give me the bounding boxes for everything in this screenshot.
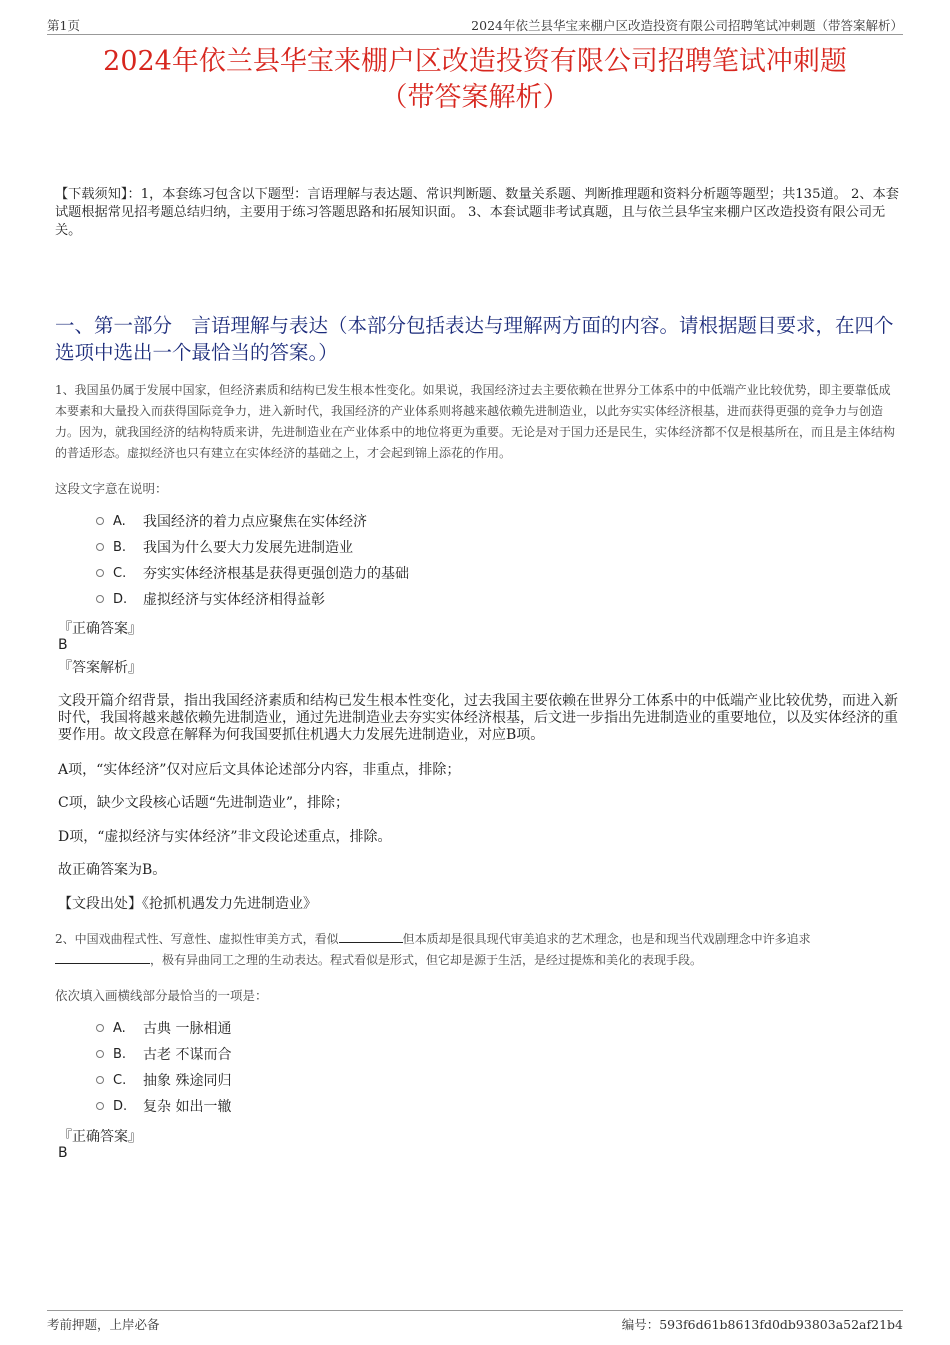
answer-label: 『正确答案』 xyxy=(58,621,142,637)
question-2-options xyxy=(96,1015,231,1119)
option-a[interactable]: A. 古典 一脉相通 xyxy=(96,1015,231,1041)
analysis-paragraph: 文段开篇介绍背景，指出我国经济素质和结构已发生根本性变化，过去我国主要依赖在世界分工体系中的中低端产业比较优势，而进入新时代，我国将越来越依赖先进制造业，通过先进制造业去夯实实体经济根基，后文进一步指出先进制造业的重要地位，以及实体经济的重要作用。故文段意在解释为何我国要抓住机遇大力发展先进制造业，对应B项。 xyxy=(58,693,898,743)
section-heading: 一、第一部分 言语理解与表达（本部分包括表达与理解两方面的内容。请根据题目要求，在四个选项中选出一个最恰当的答案。） xyxy=(55,314,894,364)
question-1-prompt: 这段文字意在说明： xyxy=(55,481,168,496)
question-1-options xyxy=(96,508,409,612)
download-notice: 【下载须知】：1，本套练习包含以下题型：言语理解与表达题、常识判断题、数量关系题、判断推理题和资料分析题等题型；共135道。 2、本套试题根据常见招考题总结归纳，主要用于练习答题思路和拓展知识面。 3、本套试题非考试真题，且与依兰县华宝来棚户区改造投资有限公司无关。 xyxy=(55,187,899,238)
radio-icon[interactable] xyxy=(96,569,104,577)
analysis-option-c: C项，缺少文段核心话题“先进制造业”，排除； xyxy=(58,795,350,811)
option-c[interactable]: C. 夯实实体经济根基是获得更强创造力的基础 xyxy=(96,560,409,586)
option-b[interactable]: B. 古老 不谋而合 xyxy=(96,1041,231,1067)
page-number: 第1页 xyxy=(47,18,80,33)
radio-icon[interactable] xyxy=(96,517,104,525)
document-title xyxy=(40,44,910,116)
radio-icon[interactable] xyxy=(96,1024,104,1032)
footer-motto: 考前押题，上岸必备 xyxy=(47,1317,160,1332)
option-c[interactable]: C. 抽象 殊途同归 xyxy=(96,1067,231,1093)
analysis-option-a: A项，“实体经济”仅对应后文具体论述部分内容，非重点，排除； xyxy=(58,762,461,778)
question-2-prompt: 依次填入画横线部分最恰当的一项是： xyxy=(55,988,268,1003)
radio-icon[interactable] xyxy=(96,1050,104,1058)
option-b[interactable]: B. 我国为什么要大力发展先进制造业 xyxy=(96,534,409,560)
title-line-2: （带答案解析） xyxy=(380,82,570,113)
fill-blank-2[interactable] xyxy=(55,951,150,964)
answer-value: B xyxy=(58,1145,68,1161)
option-d[interactable]: D. 复杂 如出一辙 xyxy=(96,1093,231,1119)
option-a[interactable]: A. 我国经济的着力点应聚焦在实体经济 xyxy=(96,508,409,534)
analysis-label: 『答案解析』 xyxy=(58,660,142,676)
question-2-stem: 2、中国戏曲程式性、写意性、虚拟性审美方式，看似 但本质却是很具现代审美追求的艺术理念，也是和现当代戏剧理念中许多追求 ，极有异曲同工之理的生动表达。程式看似是形式，但它却是源于生活，是经过提炼和美化的表现手段。 xyxy=(55,932,811,967)
running-title: 2024年依兰县华宝来棚户区改造投资有限公司招聘笔试冲刺题（带答案解析） xyxy=(471,18,903,33)
radio-icon[interactable] xyxy=(96,1076,104,1084)
fill-blank-1[interactable] xyxy=(339,930,403,943)
title-line-1: 2024年依兰县华宝来棚户区改造投资有限公司招聘笔试冲刺题 xyxy=(103,46,847,77)
radio-icon[interactable] xyxy=(96,595,104,603)
option-d[interactable]: D. 虚拟经济与实体经济相得益彰 xyxy=(96,586,409,612)
radio-icon[interactable] xyxy=(96,1102,104,1110)
analysis-option-d: D项，“虚拟经济与实体经济”非文段论述重点，排除。 xyxy=(58,829,392,845)
page-header xyxy=(47,14,903,35)
analysis-source: 【文段出处】《抢抓机遇发力先进制造业》 xyxy=(58,896,317,912)
answer-value: B xyxy=(58,637,68,653)
question-1-stem: 1、我国虽仍属于发展中国家，但经济素质和结构已发生根本性变化。如果说，我国经济过去主要依赖在世界分工体系中的中低端产业比较优势，即主要靠低成本要素和大量投入而获得国际竞争力，进入新时代，我国经济的产业体系则将越来越依赖先进制造业，以此夯实实体经济根基，进而获得更强的竞争力与创造力。因为，就我国经济的结构特质来讲，先进制造业在产业体系中的地位将更为重要。无论是对于国力还是民生，实体经济都不仅是根基所在，而且是主体结构的普适形态。虚拟经济也只有建立在实体经济的基础之上，才会起到锦上添花的作用。 xyxy=(55,383,896,460)
radio-icon[interactable] xyxy=(96,543,104,551)
footer-serial: 编号：593f6d61b8613fd0db93803a52af21b4 xyxy=(621,1317,903,1332)
answer-label: 『正确答案』 xyxy=(58,1129,142,1145)
analysis-conclusion: 故正确答案为B。 xyxy=(58,862,167,878)
page-footer xyxy=(47,1310,903,1331)
